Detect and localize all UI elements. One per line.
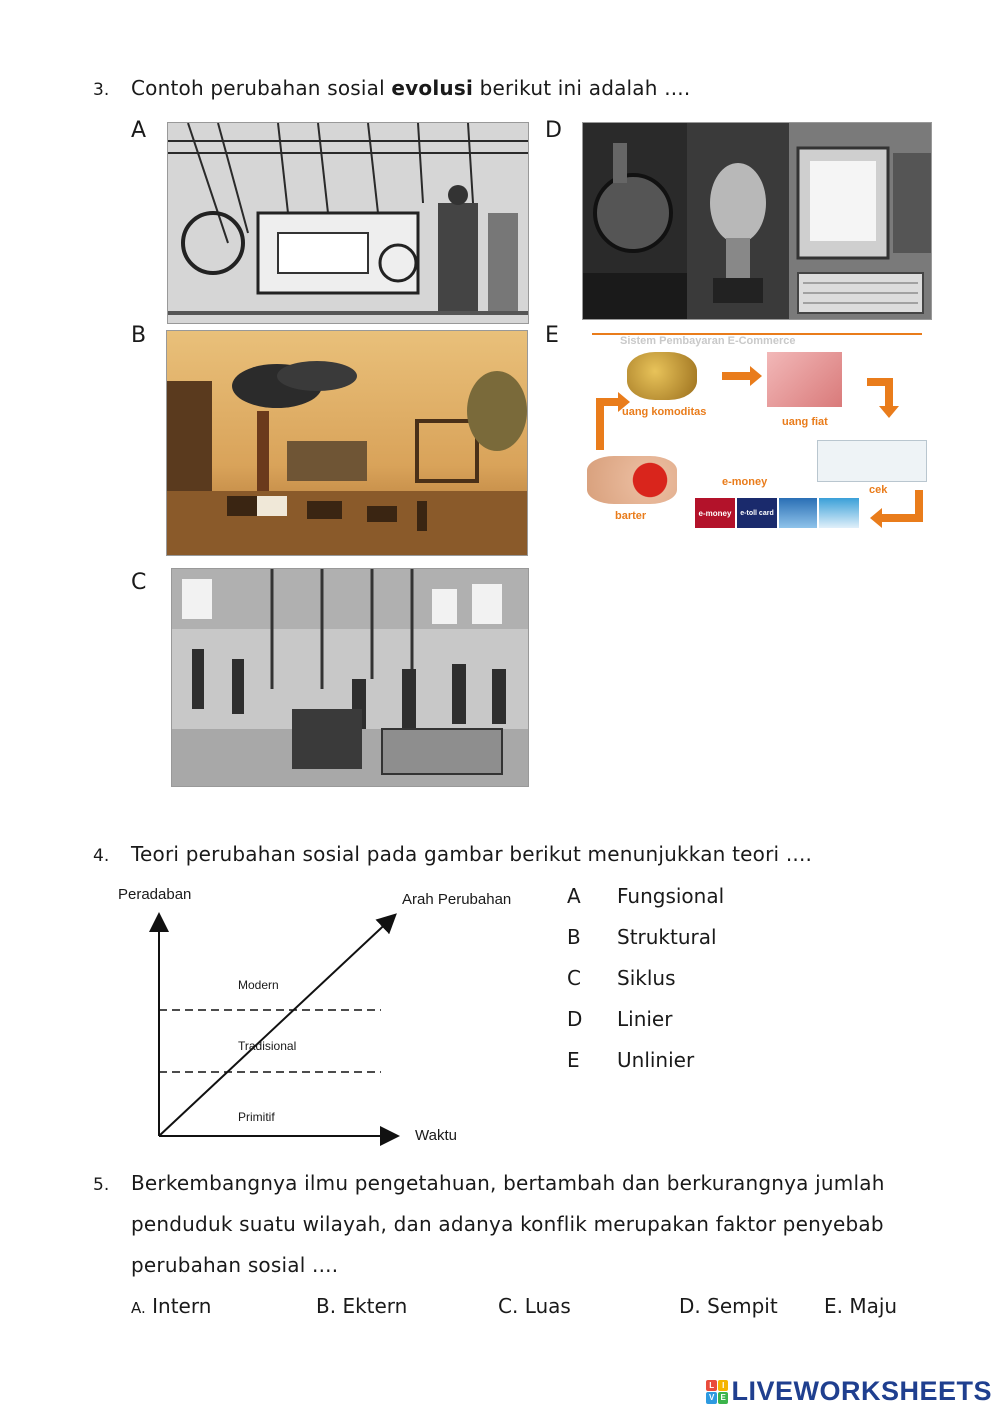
graph-level-tradisional: Tradisional: [238, 1039, 297, 1053]
arrow-left-head-icon: [870, 508, 882, 528]
question-3-text: [131, 76, 690, 100]
q4-option-e-text: Unlinier: [617, 1048, 695, 1072]
technology-photos: [583, 123, 931, 319]
question-3-text-after: berikut ini adalah ....: [473, 76, 691, 100]
q5-option-c-text: Luas: [524, 1294, 571, 1318]
change-direction-line: [159, 916, 394, 1136]
coins-icon: [627, 352, 697, 400]
graph-level-primitif: Primitif: [238, 1110, 275, 1124]
question-3-keyword: evolusi: [391, 76, 474, 100]
q4-option-d[interactable]: [567, 1007, 672, 1031]
graph-level-modern: Modern: [238, 978, 279, 992]
q5-option-d-letter: D.: [679, 1294, 701, 1318]
graph-arrow-label: Arah Perubahan: [402, 891, 512, 908]
logo-badge-v: V: [706, 1392, 717, 1404]
q3-option-b-label[interactable]: B: [131, 323, 147, 348]
q3-option-d-label[interactable]: D: [545, 118, 562, 143]
q5-option-a[interactable]: [131, 1294, 211, 1318]
q3-option-e-image[interactable]: [582, 330, 930, 538]
q5-option-b[interactable]: [316, 1294, 407, 1318]
q5-option-d[interactable]: [679, 1294, 778, 1318]
question-3-text-before: Contoh perubahan sosial: [131, 76, 392, 100]
q5-option-b-text: Ektern: [342, 1294, 408, 1318]
graph-svg: [100, 880, 540, 1150]
q4-option-c-text: Siklus: [617, 966, 676, 990]
arrow-right-icon: [722, 372, 752, 380]
q4-option-a-text: Fungsional: [617, 884, 725, 908]
graph-x-label: Waktu: [415, 1127, 457, 1144]
arrow-return-stem: [882, 514, 923, 522]
arrow-down-head-icon: [879, 406, 899, 418]
label-barter: barter: [615, 510, 647, 522]
liveworksheets-logo[interactable]: [706, 1376, 992, 1407]
logo-text: LIVEWORKSHEETS: [731, 1376, 992, 1406]
q4-option-e[interactable]: [567, 1048, 694, 1072]
card-light-icon: [819, 498, 859, 528]
q5-option-a-text: Intern: [152, 1294, 212, 1318]
q5-option-e-text: Maju: [849, 1294, 898, 1318]
question-5-line-2: penduduk suatu wilayah, dan adanya konflik merupakan faktor penyebab: [131, 1212, 884, 1236]
q4-option-b-letter: B: [567, 925, 581, 949]
mine-painting: [167, 331, 527, 555]
label-uang-fiat: uang fiat: [782, 416, 828, 428]
logo-badge-l: L: [706, 1380, 717, 1392]
question-5-line-3: perubahan sosial ....: [131, 1253, 339, 1277]
q5-option-e-letter: E.: [824, 1294, 843, 1318]
card-blue-icon: [779, 498, 817, 528]
q5-option-c-letter: C.: [498, 1294, 519, 1318]
question-5-line-1: Berkembangnya ilmu pengetahuan, bertambah dan berkurangnya jumlah: [131, 1171, 885, 1195]
arrow-down-stem: [885, 378, 893, 408]
barter-hands-icon: [587, 456, 677, 504]
question-4-text: Teori perubahan sosial pada gambar berikut menunjukkan teori ....: [131, 842, 813, 866]
logo-badge-i: I: [718, 1380, 729, 1392]
loom-illustration: [168, 123, 528, 323]
q5-option-c[interactable]: [498, 1294, 571, 1318]
q4-option-d-text: Linier: [617, 1007, 673, 1031]
q4-option-a[interactable]: [567, 884, 724, 908]
factory-engraving: [172, 569, 528, 786]
arrow-up-icon: [596, 406, 604, 450]
arrow-right-head-icon: [750, 366, 762, 386]
q3-option-d-image[interactable]: [582, 122, 932, 320]
question-4-number: 4.: [93, 846, 110, 866]
q4-option-e-letter: E: [567, 1048, 580, 1072]
card-e-toll: e-toll card: [737, 498, 777, 528]
q5-option-e[interactable]: [824, 1294, 897, 1318]
q3-option-a-image[interactable]: [167, 122, 529, 324]
q5-option-b-letter: B.: [316, 1294, 337, 1318]
q3-option-c-image[interactable]: [171, 568, 529, 787]
banknotes-icon: [767, 352, 842, 407]
arrow-up-stem: [596, 398, 620, 406]
card-e-money: e-money: [695, 498, 735, 528]
graph-y-label: Peradaban: [118, 886, 192, 903]
label-cek: cek: [869, 484, 888, 496]
change-theory-graph: [100, 880, 540, 1150]
q4-option-c[interactable]: [567, 966, 676, 990]
diagram-title: Sistem Pembayaran E-Commerce: [620, 335, 796, 347]
question-5-number: 5.: [93, 1175, 110, 1195]
q4-option-c-letter: C: [567, 966, 581, 990]
q3-option-e-label[interactable]: E: [545, 323, 559, 348]
q4-option-d-letter: D: [567, 1007, 583, 1031]
cheque-icon: [817, 440, 927, 482]
logo-badge-icon: [706, 1380, 728, 1404]
q4-option-b[interactable]: [567, 925, 717, 949]
q4-option-b-text: Struktural: [617, 925, 717, 949]
arrow-up-head-icon: [618, 392, 630, 412]
label-uang-komoditas: uang komoditas: [622, 406, 707, 418]
q3-option-b-image[interactable]: [166, 330, 528, 556]
logo-badge-e: E: [718, 1392, 729, 1404]
q5-option-d-text: Sempit: [707, 1294, 778, 1318]
q5-option-a-letter: A.: [131, 1299, 146, 1317]
question-3-number: 3.: [93, 80, 110, 100]
q3-option-c-label[interactable]: C: [131, 570, 147, 595]
label-e-money: e-money: [722, 476, 768, 488]
q3-option-a-label[interactable]: A: [131, 118, 147, 143]
q4-option-a-letter: A: [567, 884, 581, 908]
